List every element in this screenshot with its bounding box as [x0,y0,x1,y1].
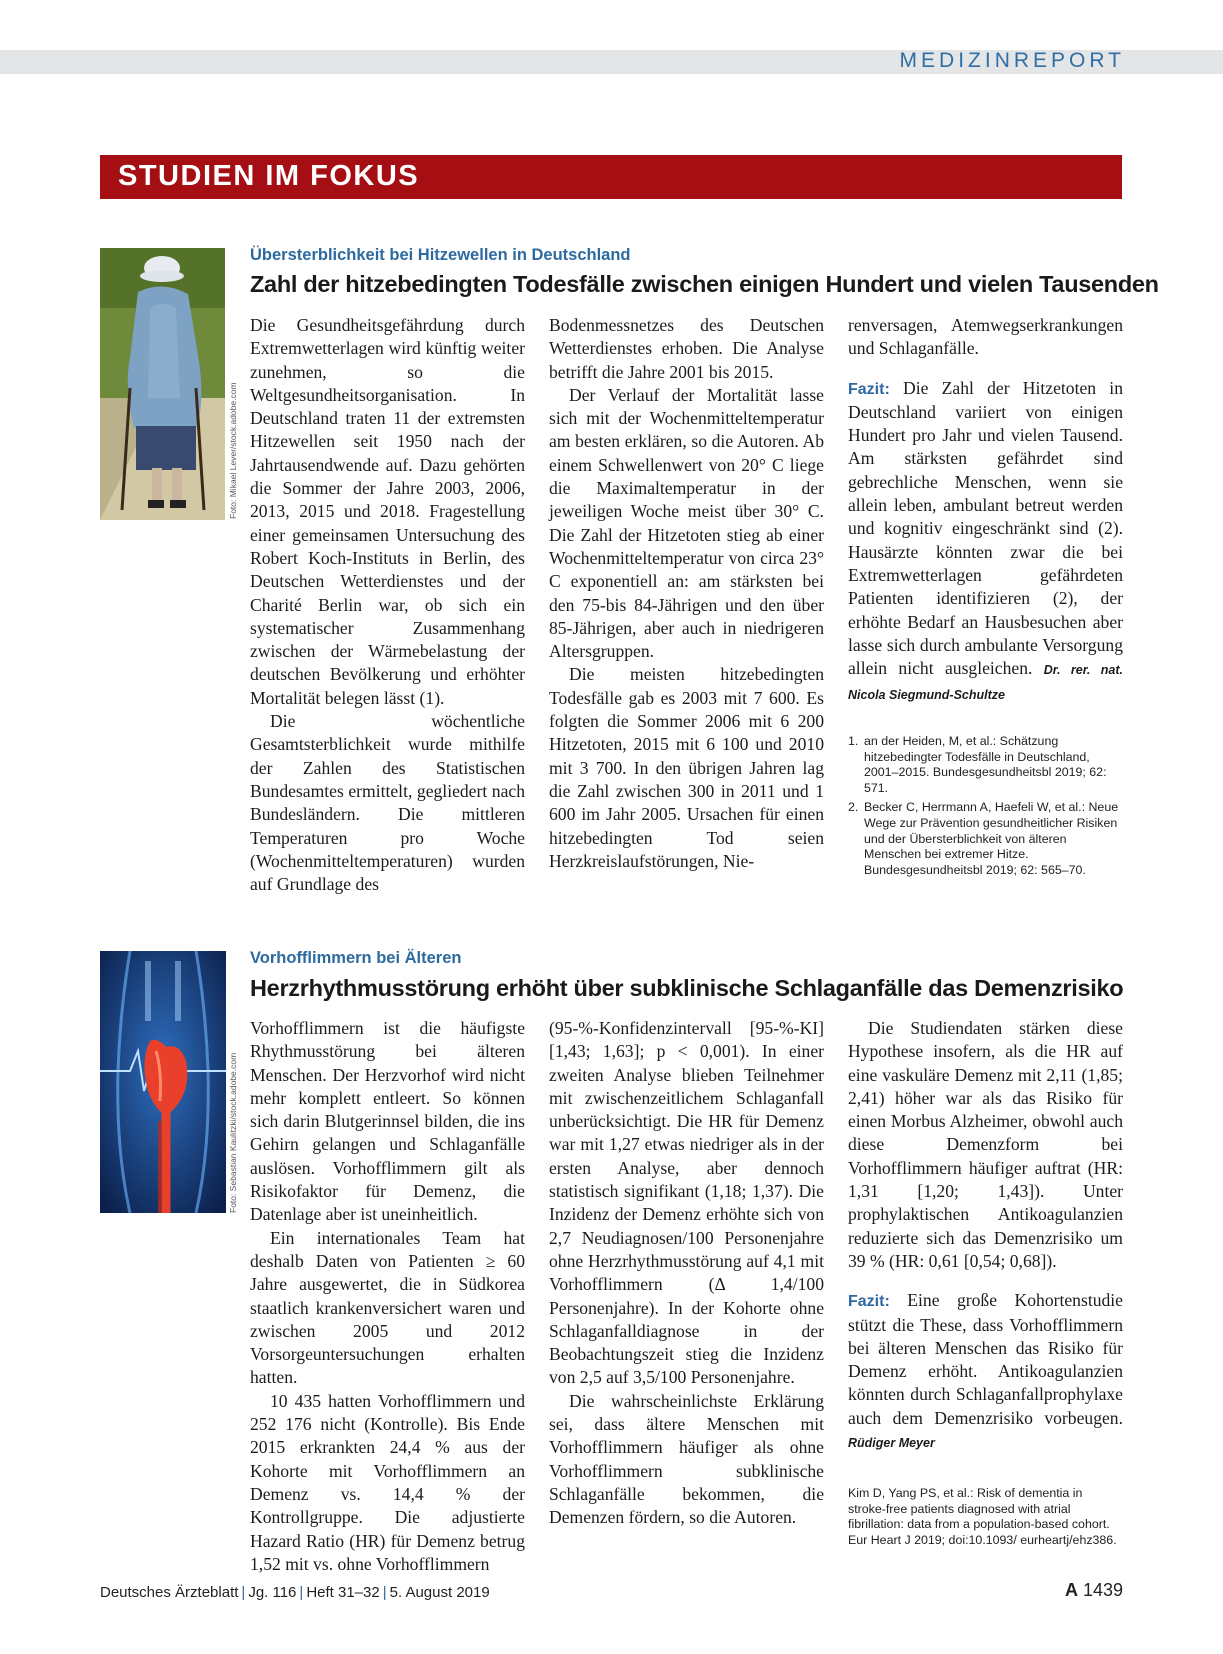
article1-headline: Zahl der hitzebedingten Todesfälle zwischen einigen Hundert und vielen Tausenden [250,271,1159,297]
volume: Jg. 116 [248,1584,297,1601]
article2-column-2 [549,1017,824,1530]
author-byline: Dr. rer. nat. Nicola Siegmund-Schultze [848,663,1124,703]
article1-column-3 [848,314,1123,708]
article2-headline: Herzrhythmusstörung erhöht über subklinische Schlaganfälle das Demenzrisiko [250,975,1124,1001]
banner-title: STUDIEN IM FOKUS [118,160,420,192]
heart-illustration [100,951,226,1213]
author-byline: Rüdiger Meyer [848,1436,935,1451]
section-banner [100,155,1122,199]
article1-column-1 [250,314,525,896]
paragraph: Die Studiendaten stärken diese Hypothese insofern, als die HR auf eine vaskuläre Demenz mit 2,11 (1,85; 2,41) höher war als das Risiko für einen Morbus Alzheimer, obwohl auch diese Demenzform bei Vorhofflimmern häufiger auftrat (HR: 1,31 [1,20; 1,43]). Unter prophylaktischen Antikoagulanzien reduzierte sich das Demenzrisiko um 39 % (HR: 0,61 [0,54; 0,68]). [848,1018,1123,1271]
page-number [1065,1580,1123,1601]
article1-references [848,734,1120,882]
paragraph: Die Gesundheitsgefährdung durch Extremwetterlagen wird künftig weiter zunehmen, so die Weltgesundheitsorganisation. In Deutschland traten 11 der extremsten Hitzewellen seit 1950 nach der Jahrtausendwende auf. Dazu gehörten die Sommer der Jahre 2003, 2006, 2013, 2015 und 2018. Fragestellung einer gemeinsamen Untersuchung des Robert Koch-Instituts in Berlin, des Deutschen Wetterdienstes und der Charité Berlin war, ob sich ein systematischer Zusammenhang zwischen der Wärmebelastung der deutschen Bevölkerung und erhöhter Mortalität belegen lässt (1). [250,315,525,708]
article2-kicker: Vorhofflimmern bei Älteren [250,949,462,967]
paragraph: renversagen, Atemwegserkrankungen und Schlaganfälle. [848,315,1123,359]
article2-column-3 [848,1017,1123,1455]
article1-kicker: Übersterblichkeit bei Hitzewellen in Deutschland [250,246,631,264]
paragraph: Die meisten hitzebedingten Todesfälle gab es 2003 mit 7 600. Es folgten die Sommer 2006 mit 6 200 Hitzetoten, 2015 mit 6 100 und 2010 mit 3 700. In den übrigen Jahren lag die Zahl zwischen 300 in 2011 und 1 600 im Jahr 2005. Ursachen für einen hitzebedingten Tod seien Herzkreislaufstörungen, Nie- [549,664,824,871]
fazit-label: Fazit: [848,1293,890,1311]
paragraph: Die wöchentliche Gesamtsterblichkeit wurde mithilfe der Zahlen des Statistischen Bundesamtes ermittelt, gegliedert nach Bundesländern. Die mittleren Temperaturen pro Woche (Wochenmitteltemperaturen) wurden auf Grundlage des [250,711,525,895]
article2-column-1 [250,1017,525,1576]
reference-item: 1. an der Heiden, M, et al.: Schätzung hitzebedingter Todesfälle in Deutschland, 2001–2015. Bundesgesundheitsbl 2019; 62: 571. [848,734,1107,795]
issue: Heft 31–32 [306,1584,380,1601]
page-prefix: A [1064,1580,1078,1600]
paragraph: Der Verlauf der Mortalität lasse sich mit der Wochenmitteltemperatur am besten erklären, so die Autoren. Ab einem Schwellenwert von 20° C liege die Maximaltemperatur in der jeweiligen Woche meist über 30° C. Die Zahl der Hitzetoten stieg ab einer Wochenmitteltemperatur von circa 23° C exponentiell an: am stärksten bei den 75-bis 84-Jährigen und den über 85-Jährigen, aber auch in niedrigeren Altersgruppen. [549,384,824,662]
paragraph: 10 435 hatten Vorhofflimmern und 252 176 nicht (Kontrolle). Bis Ende 2015 erkrankten 24,4 % aus der Kohorte mit Vorhofflimmern an Demenz vs. 14,4 % der Kontrollgruppe. Die adjustierte Hazard Ratio (HR) für Demenz betrug 1,52 mit vs. ohne Vorhofflimmern [250,1390,525,1574]
paragraph: Bodenmessnetzes des Deutschen Wetterdienstes erhoben. Die Analyse betrifft die Jahre 2001 bis 2015. [549,315,824,382]
paragraph: Ein internationales Team hat deshalb Daten von Patienten ≥ 60 Jahre ausgewertet, die in Südkorea staatlich krankenversichert waren und zwischen 2005 und 2012 Vorsorgeuntersuchungen erhalten hatten. [250,1227,525,1388]
section-label: MEDIZINREPORT [899,49,1125,72]
issue-date: 5. August 2019 [389,1584,490,1601]
reference-item: Kim D, Yang PS, et al.: Risk of dementia in stroke-free patients diagnosed with atrial fibrillation: data from a population-based cohort. Eur Heart J 2019; doi:10.1093/ eurheartj/ehz386. [848,1486,1117,1547]
paragraph: Die wahrscheinlichste Erklärung sei, dass ältere Menschen mit Vorhofflimmern häufiger als ohne Vorhofflimmern subklinische Schlaganfälle bekommen, die Demenzen fördern, so die Autoren. [549,1390,824,1528]
elderly-woman-photo [100,248,225,520]
photo-credit-1: Foto: Mikael Lever/stock.adobe.com [228,382,238,519]
reference-item: 2. Becker C, Herrmann A, Haefeli W, et al.: Neue Wege zur Prävention gesundheitlicher Risiken und der Übersterblichkeit von älteren Menschen bei extremer Hitze. Bundesgesundheitsbl 2019; 62: 565–70. [848,800,1119,877]
article2-reference [848,1486,1120,1548]
journal-name: Deutsches Ärzteblatt [100,1584,239,1601]
paragraph: (95-%-Konfidenzintervall [95-%-KI] [1,43; 1,63]; p < 0,001). In einer zweiten Analyse blieben Teilnehmer mit zwischenzeitlichem Schlaganfall unberücksichtigt. Die HR für Demenz war mit 1,27 etwas niedriger als in der ersten Analyse, aber dennoch statistisch signifikant (1,18; 1,37). Die Inzidenz der Demenz erhöhte sich von 2,7 Neudiagnosen/100 Personenjahre ohne Herzrhythmusstörung auf 4,1 mit Vorhofflimmern (Δ 1,4/100 Personenjahre). In der Kohorte ohne Schlaganfalldiagnose in der Beobachtungszeit stieg die Inzidenz von 2,5 auf 3,5/100 Personenjahre. [549,1018,824,1388]
fazit-label: Fazit: [848,380,890,398]
paragraph: Vorhofflimmern ist die häufigste Rhythmusstörung bei älteren Menschen. Der Herzvorhof wird nicht mehr komplett entleert. So können sich darin Blutgerinnsel bilden, die ins Gehirn gelangen und Schlaganfälle auslösen. Vorhofflimmern gilt als Risikofaktor für Demenz, die Datenlage aber ist uneinheitlich. [250,1018,525,1225]
fazit-text: Die Zahl der Hitzetoten in Deutschland variiert von einigen Hundert pro Jahr und vielen Tausend. Am stärksten gefährdet sind gebrechliche Menschen, wenn sie allein leben, ambulant betreut werden und kognitiv eingeschränkt sind (2). Hausärzte könnten zwar die bei Extremwetterlagen gefährdeten Patienten identifizieren (2), der erhöhte Bedarf an Hausbesuchen aber lasse sich durch ambulante Versorgung allein nicht ausgleichen. [848,377,1123,679]
article1-column-2 [549,314,824,873]
fazit-paragraph [848,1289,1123,1455]
fazit-text: Eine große Kohortenstudie stützt die These, dass Vorhofflimmern bei älteren Menschen das Risiko für Demenz erhöht. Antikoagulanzien könnten durch Schlaganfallprophylaxe auch dem Demenzrisiko vorbeugen. [848,1290,1123,1428]
photo-credit-2: Foto: Sebastian Kaulitzki/stock.adobe.com [228,1052,238,1213]
page-number-value: 1439 [1082,1580,1123,1600]
footer-citation: Deutsches Ärzteblatt | Jg. 116 | Heft 31–32 | 5. August 2019 [100,1584,490,1601]
fazit-paragraph [848,377,1123,708]
